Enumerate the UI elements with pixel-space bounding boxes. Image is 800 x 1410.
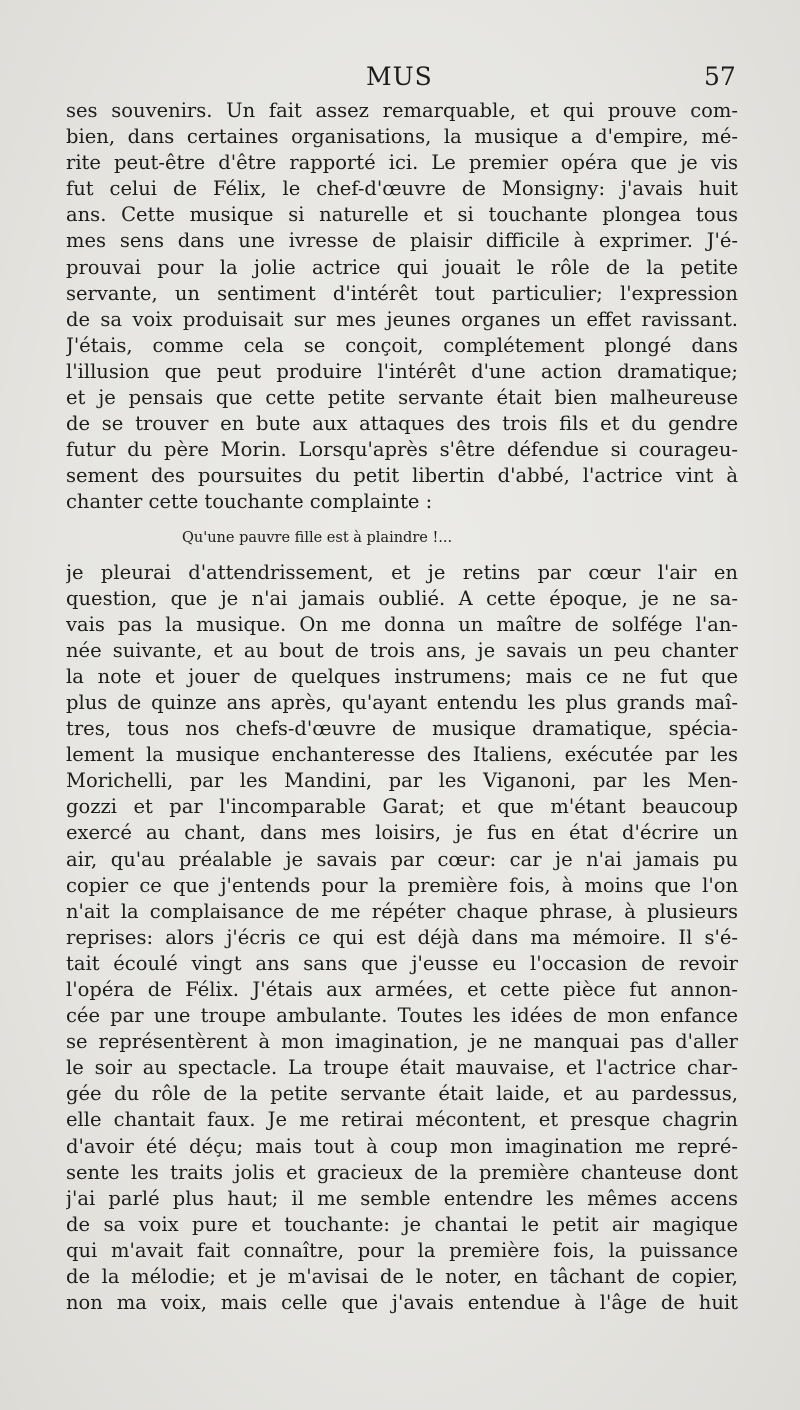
body-text	[66, 98, 738, 1316]
text-line: se représentèrent à mon imagination, je ne manquai pas d'aller	[66, 1030, 738, 1054]
text-line: qui m'avait fait connaître, pour la première fois, la puissance	[66, 1238, 738, 1262]
text-line: vais pas la musique. On me donna un maître de solfége l'an-	[66, 612, 738, 636]
text-line: chanter cette touchante complainte :	[66, 490, 433, 514]
text-line: rite peut-être d'être rapporté ici. Le premier opéra que je vis	[66, 151, 738, 175]
text-line: lement la musique enchanteresse des Italiens, exécutée par les	[66, 743, 738, 767]
text-line: non ma voix, mais celle que j'avais entendue à l'âge de huit	[66, 1291, 738, 1315]
text-line: mes sens dans une ivresse de plaisir difficile à exprimer. J'é-	[66, 229, 738, 253]
text-line: elle chantait faux. Je me retirai mécontent, et presque chagrin	[66, 1108, 738, 1132]
text-line: je pleurai d'attendrissement, et je retins par cœur l'air en	[66, 560, 738, 584]
text-line: de la mélodie; et je m'avisai de le noter, en tâchant de copier,	[66, 1265, 738, 1289]
text-line: tres, tous nos chefs-d'œuvre de musique dramatique, spécia-	[66, 717, 738, 741]
text-line: de sa voix pure et touchante: je chantai le petit air magique	[66, 1212, 738, 1236]
text-line: J'étais, comme cela se conçoit, complétement plongé dans	[66, 333, 738, 357]
text-line: gozzi et par l'incomparable Garat; et que m'étant beaucoup	[66, 795, 738, 819]
page-header	[0, 62, 800, 96]
text-line: prouvai pour la jolie actrice qui jouait le rôle de la petite	[66, 255, 738, 279]
text-line: ans. Cette musique si naturelle et si touchante plongea tous	[66, 203, 738, 227]
text-line: fut celui de Félix, le chef-d'œuvre de Monsigny: j'avais huit	[66, 177, 738, 201]
paragraph-2	[66, 560, 738, 1317]
text-line: Morichelli, par les Mandini, par les Viganoni, par les Men-	[66, 769, 738, 793]
text-line: d'avoir été déçu; mais tout à coup mon imagination me repré-	[66, 1134, 738, 1158]
text-line: l'illusion que peut produire l'intérêt d'une action dramatique;	[66, 359, 738, 383]
text-line: l'opéra de Félix. J'étais aux armées, et cette pièce fut annon-	[66, 978, 738, 1001]
text-line: sement des poursuites du petit libertin d'abbé, l'actrice vint à	[66, 464, 738, 488]
text-line: servante, un sentiment d'intérêt tout particulier; l'expression	[66, 281, 738, 305]
text-line: question, que je n'ai jamais oublié. A cette époque, je ne sa-	[66, 586, 738, 610]
text-line: de se trouver en bute aux attaques des trois fils et du gendre	[66, 412, 738, 436]
text-line: bien, dans certaines organisations, la musique a d'empire, mé-	[66, 125, 738, 149]
text-line: cée par une troupe ambulante. Toutes les idées de mon enfance	[66, 1004, 738, 1028]
quotation: Qu'une pauvre fille est à plaindre !...	[182, 529, 453, 546]
page-number: 57	[704, 62, 736, 91]
text-line: et je pensais que cette petite servante était bien malheureuse	[66, 386, 738, 410]
text-line: née suivante, et au bout de trois ans, je savais un peu chanter	[66, 638, 738, 662]
text-line: futur du père Morin. Lorsqu'après s'être défendue si courageu-	[66, 438, 738, 462]
text-line: de sa voix produisait sur mes jeunes organes un effet ravissant.	[66, 307, 738, 331]
text-line: la note et jouer de quelques instrumens; mais ce ne fut que	[66, 664, 738, 688]
text-line: plus de quinze ans après, qu'ayant entendu les plus grands maî-	[66, 690, 738, 714]
text-line: j'ai parlé plus haut; il me semble entendre les mêmes accens	[66, 1186, 738, 1210]
text-line: ses souvenirs. Un fait assez remarquable, et qui prouve com-	[66, 99, 738, 122]
text-line: sente les traits jolis et gracieux de la première chanteuse dont	[66, 1160, 738, 1184]
text-line: tait écoulé vingt ans sans que j'eusse eu l'occasion de revoir	[66, 951, 738, 975]
text-line: copier ce que j'entends pour la première fois, à moins que l'on	[66, 873, 738, 897]
text-line: gée du rôle de la petite servante était laide, et au pardessus,	[66, 1082, 738, 1106]
text-line: le soir au spectacle. La troupe était mauvaise, et l'actrice char-	[66, 1056, 738, 1080]
text-line: air, qu'au préalable je savais par cœur: car je n'ai jamais pu	[66, 847, 738, 871]
paragraph-1	[66, 98, 738, 516]
text-line: n'ait la complaisance de me répéter chaque phrase, à plusieurs	[66, 899, 738, 923]
text-line: reprises: alors j'écris ce qui est déjà dans ma mémoire. Il s'é-	[66, 925, 738, 949]
text-line: exercé au chant, dans mes loisirs, je fus en état d'écrire un	[66, 821, 738, 845]
running-head: MUS	[366, 62, 433, 91]
